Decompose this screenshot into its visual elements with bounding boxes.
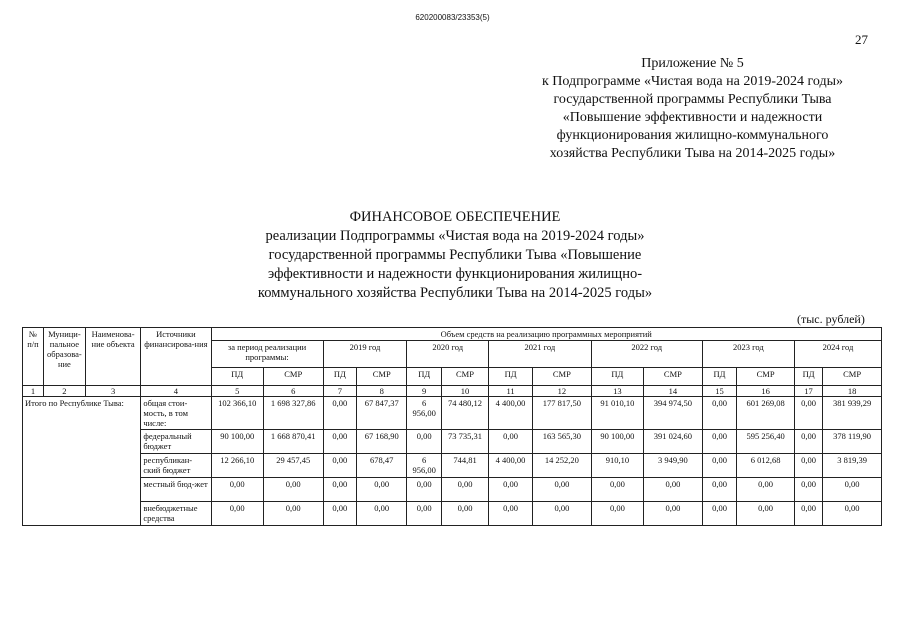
value-cell: 4 400,00 bbox=[489, 454, 533, 478]
header-smr: СМР bbox=[823, 368, 882, 386]
source-cell: республикан-ский бюджет bbox=[141, 454, 211, 478]
source-cell: внебюджетные средства bbox=[141, 502, 211, 526]
value-cell: 601 269,08 bbox=[737, 397, 795, 430]
value-cell: 394 974,50 bbox=[644, 397, 703, 430]
column-number: 12 bbox=[533, 386, 592, 397]
header-smr: СМР bbox=[441, 368, 488, 386]
column-number: 4 bbox=[141, 386, 211, 397]
column-number: 1 bbox=[23, 386, 44, 397]
units-label: (тыс. рублей) bbox=[797, 312, 865, 326]
value-cell: 595 256,40 bbox=[737, 430, 795, 454]
value-cell: 6 012,68 bbox=[737, 454, 795, 478]
value-cell: 0,00 bbox=[794, 454, 822, 478]
value-cell: 91 010,10 bbox=[591, 397, 643, 430]
value-cell: 29 457,45 bbox=[263, 454, 323, 478]
header-year: 2020 год bbox=[407, 341, 489, 368]
column-number: 13 bbox=[591, 386, 643, 397]
header-year: 2023 год bbox=[702, 341, 794, 368]
header-municipality: Муници-пальное образова-ние bbox=[43, 328, 85, 386]
appendix-line: «Повышение эффективности и надежности bbox=[562, 110, 823, 125]
value-cell: 0,00 bbox=[263, 478, 323, 502]
appendix-line: к Подпрограмме «Чистая вода на 2019-2024 годы» bbox=[541, 74, 844, 89]
value-cell: 0,00 bbox=[794, 502, 822, 526]
value-cell: 744,81 bbox=[441, 454, 488, 478]
document-title bbox=[220, 208, 690, 303]
value-cell: 67 168,90 bbox=[357, 430, 407, 454]
value-cell: 0,00 bbox=[211, 502, 263, 526]
value-cell: 0,00 bbox=[441, 502, 488, 526]
document-id: 620200083/23353(5) bbox=[415, 13, 490, 22]
table-row bbox=[23, 502, 882, 526]
value-cell: 0,00 bbox=[323, 478, 357, 502]
header-smr: СМР bbox=[263, 368, 323, 386]
column-number: 15 bbox=[702, 386, 737, 397]
value-cell: 0,00 bbox=[489, 430, 533, 454]
value-cell: 0,00 bbox=[323, 454, 357, 478]
value-cell: 378 119,90 bbox=[823, 430, 882, 454]
value-cell: 0,00 bbox=[407, 478, 442, 502]
header-year: 2021 год bbox=[489, 341, 592, 368]
value-cell: 0,00 bbox=[323, 397, 357, 430]
header-source: Источники финансирова-ния bbox=[141, 328, 211, 386]
column-number: 8 bbox=[357, 386, 407, 397]
header-pd: ПД bbox=[323, 368, 357, 386]
column-number: 14 bbox=[644, 386, 703, 397]
page-number: 27 bbox=[855, 32, 868, 47]
value-cell: 0,00 bbox=[702, 454, 737, 478]
value-cell: 0,00 bbox=[823, 478, 882, 502]
value-cell: 0,00 bbox=[737, 478, 795, 502]
header-smr: СМР bbox=[737, 368, 795, 386]
value-cell: 67 847,37 bbox=[357, 397, 407, 430]
value-cell: 12 266,10 bbox=[211, 454, 263, 478]
column-number: 18 bbox=[823, 386, 882, 397]
column-number: 10 bbox=[441, 386, 488, 397]
header-year: 2019 год bbox=[323, 341, 407, 368]
value-cell: 0,00 bbox=[533, 502, 592, 526]
value-cell: 0,00 bbox=[591, 478, 643, 502]
value-cell: 14 252,20 bbox=[533, 454, 592, 478]
value-cell: 0,00 bbox=[323, 502, 357, 526]
value-cell: 90 100,00 bbox=[211, 430, 263, 454]
header-object: Наименова-ние объекта bbox=[85, 328, 141, 386]
value-cell: 0,00 bbox=[357, 502, 407, 526]
value-cell: 381 939,29 bbox=[823, 397, 882, 430]
value-cell: 0,00 bbox=[702, 502, 737, 526]
value-cell: 3 949,90 bbox=[644, 454, 703, 478]
value-cell: 0,00 bbox=[823, 502, 882, 526]
column-number: 3 bbox=[85, 386, 141, 397]
financing-table bbox=[22, 327, 882, 526]
value-cell: 0,00 bbox=[794, 478, 822, 502]
header-pd: ПД bbox=[794, 368, 822, 386]
value-cell: 0,00 bbox=[702, 397, 737, 430]
column-number: 2 bbox=[43, 386, 85, 397]
value-cell: 6 956,00 bbox=[407, 397, 442, 430]
value-cell: 0,00 bbox=[489, 502, 533, 526]
title-line: государственной программы Республики Тыва «Повышение bbox=[268, 247, 642, 263]
title-main: ФИНАНСОВОЕ ОБЕСПЕЧЕНИЕ bbox=[349, 209, 561, 225]
value-cell: 0,00 bbox=[211, 478, 263, 502]
appendix-heading bbox=[495, 55, 890, 163]
appendix-line: Приложение № 5 bbox=[641, 56, 744, 71]
column-number: 11 bbox=[489, 386, 533, 397]
header-pd: ПД bbox=[407, 368, 442, 386]
appendix-line: функционирования жилищно-коммунального bbox=[556, 128, 829, 143]
appendix-line: хозяйства Республики Тыва на 2014-2025 годы» bbox=[549, 146, 836, 161]
value-cell: 90 100,00 bbox=[591, 430, 643, 454]
value-cell: 0,00 bbox=[489, 478, 533, 502]
value-cell: 910,10 bbox=[591, 454, 643, 478]
column-number: 17 bbox=[794, 386, 822, 397]
value-cell: 0,00 bbox=[702, 478, 737, 502]
value-cell: 74 480,12 bbox=[441, 397, 488, 430]
table-row bbox=[23, 454, 882, 478]
value-cell: 391 024,60 bbox=[644, 430, 703, 454]
header-pd: ПД bbox=[702, 368, 737, 386]
source-cell: федеральный бюджет bbox=[141, 430, 211, 454]
value-cell: 0,00 bbox=[794, 430, 822, 454]
source-cell: местный бюд-жет bbox=[141, 478, 211, 502]
value-cell: 0,00 bbox=[263, 502, 323, 526]
value-cell: 0,00 bbox=[591, 502, 643, 526]
header-pd: ПД bbox=[211, 368, 263, 386]
value-cell: 0,00 bbox=[357, 478, 407, 502]
value-cell: 3 819,39 bbox=[823, 454, 882, 478]
value-cell: 0,00 bbox=[323, 430, 357, 454]
value-cell: 163 565,30 bbox=[533, 430, 592, 454]
header-smr: СМР bbox=[644, 368, 703, 386]
column-number: 9 bbox=[407, 386, 442, 397]
value-cell: 0,00 bbox=[533, 478, 592, 502]
appendix-line: государственной программы Республики Тыва bbox=[553, 92, 832, 107]
title-line: реализации Подпрограммы «Чистая вода на 2019-2024 годы» bbox=[265, 228, 645, 244]
value-cell: 0,00 bbox=[702, 430, 737, 454]
value-cell: 73 735,31 bbox=[441, 430, 488, 454]
column-number: 16 bbox=[737, 386, 795, 397]
column-number: 5 bbox=[211, 386, 263, 397]
header-num: № п/п bbox=[23, 328, 44, 386]
value-cell: 678,47 bbox=[357, 454, 407, 478]
value-cell: 4 400,00 bbox=[489, 397, 533, 430]
header-year: 2024 год bbox=[794, 341, 881, 368]
header-total-period: за период реализации программы: bbox=[211, 341, 323, 368]
value-cell: 6 956,00 bbox=[407, 454, 442, 478]
header-pd: ПД bbox=[591, 368, 643, 386]
value-cell: 1 698 327,86 bbox=[263, 397, 323, 430]
table-row bbox=[23, 478, 882, 502]
value-cell: 0,00 bbox=[737, 502, 795, 526]
column-number: 7 bbox=[323, 386, 357, 397]
value-cell: 0,00 bbox=[407, 430, 442, 454]
value-cell: 0,00 bbox=[644, 502, 703, 526]
header-smr: СМР bbox=[533, 368, 592, 386]
value-cell: 177 817,50 bbox=[533, 397, 592, 430]
header-smr: СМР bbox=[357, 368, 407, 386]
value-cell: 102 366,10 bbox=[211, 397, 263, 430]
header-volume: Объем средств на реализацию программных мероприятий bbox=[211, 328, 881, 341]
value-cell: 0,00 bbox=[441, 478, 488, 502]
header-year: 2022 год bbox=[591, 341, 702, 368]
column-number: 6 bbox=[263, 386, 323, 397]
header-pd: ПД bbox=[489, 368, 533, 386]
value-cell: 0,00 bbox=[794, 397, 822, 430]
total-label: Итого по Республике Тыва: bbox=[23, 397, 141, 526]
value-cell: 1 668 870,41 bbox=[263, 430, 323, 454]
title-line: коммунального хозяйства Республики Тыва на 2014-2025 годы» bbox=[257, 285, 653, 301]
table-body bbox=[23, 397, 882, 526]
table-row bbox=[23, 397, 882, 430]
value-cell: 0,00 bbox=[407, 502, 442, 526]
table-row bbox=[23, 430, 882, 454]
title-line: эффективности и надежности функционирования жилищно- bbox=[267, 266, 643, 282]
source-cell: общая стои-мость, в том числе: bbox=[141, 397, 211, 430]
value-cell: 0,00 bbox=[644, 478, 703, 502]
